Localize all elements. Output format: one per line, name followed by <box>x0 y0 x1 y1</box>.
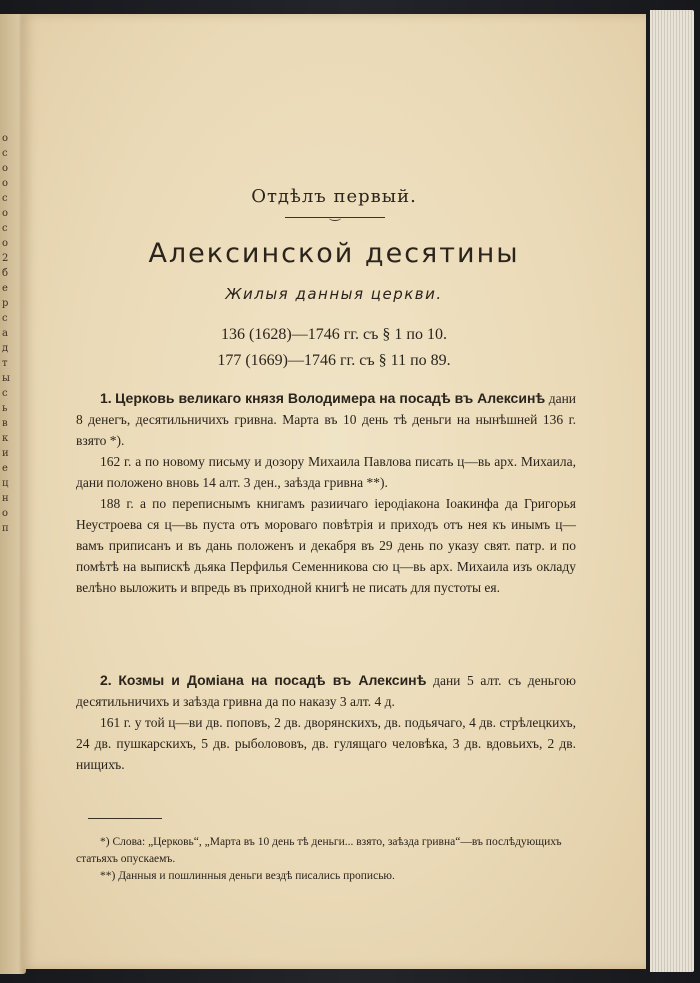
entry-paragraph: 188 г. а по переписнымъ книгамъ разиичаго іеродіакона Іоакинфа да Григорья Неустроева ся ц—вь пуста отъ мороваго повѣтрія и приходъ отъ нея къ инымъ ц—вамъ приписанъ и въ дань положенъ и декабря въ 29 день по указу свят. патр. и по помѣтѣ на выпискѣ дьяка Перфилья Семенникова сю ц—вь арх. Михаила изъ окладу велѣно выложить и впредь въ приходной книгѣ не писать для пустоты ея. <box>76 496 576 595</box>
entry-1 <box>76 388 576 598</box>
left-page-fragment: с <box>2 193 8 204</box>
left-page-fragment: о <box>2 508 9 519</box>
page-subtitle: Жилыя данныя церкви. <box>225 285 443 303</box>
entry-heading: Церковь великаго князя Володимера на посадѣ въ Алексинѣ <box>115 390 546 406</box>
left-page-fragment: 2 <box>2 253 9 264</box>
entry-paragraph <box>76 670 576 712</box>
left-page-fragment: т <box>2 358 8 369</box>
book-page <box>22 14 646 969</box>
left-page-fragment: о <box>2 238 9 249</box>
heading-ornament-rule <box>285 217 385 218</box>
left-page-fragment: е <box>2 283 8 294</box>
left-page-fragment: в <box>2 418 8 429</box>
left-page-fragment: о <box>2 178 9 189</box>
left-page-fragment: е <box>2 463 8 474</box>
left-page-fragment: ы <box>2 373 10 384</box>
left-page-fragment: р <box>2 298 9 309</box>
left-page-fragment: н <box>2 493 9 504</box>
left-page-fragment: с <box>2 148 8 159</box>
footnote-divider <box>88 818 162 819</box>
entry-heading: Козмы и Доміана на посадѣ въ Алексинѣ <box>118 672 427 688</box>
left-page-fragment: а <box>2 328 8 339</box>
footnote: **) Данныя и пошлинныя деньги вездѣ писались прописью. <box>100 870 395 882</box>
entry-paragraph: 161 г. у той ц—ви дв. поповъ, 2 дв. дворянскихъ, дв. подьячаго, 4 дв. стрѣлецкихъ, 24 дв. пушкарскихъ, 5 дв. рыболововъ, дв. гулящаго человѣка, 3 дв. вдовьихъ, 2 дв. нищихъ. <box>76 715 576 772</box>
left-page-fragment: б <box>2 268 9 279</box>
left-page-fragment: к <box>2 433 9 444</box>
entry-number: 2. <box>100 672 112 688</box>
date-range-line: 136 (1628)—1746 гг. съ § 1 по 10. <box>221 326 447 343</box>
page-title: Алексинской десятины <box>148 238 520 269</box>
left-page-fragment: с <box>2 223 8 234</box>
entry-text: дани 8 денегъ, десятильничихъ гривна. Марта въ 10 день тѣ деньги на нынѣшней 136 г. взято *). <box>76 391 577 448</box>
left-page-fragment: п <box>2 523 9 534</box>
left-page-fragment: ь <box>2 403 8 414</box>
left-page-fragment: с <box>2 388 8 399</box>
left-page-fragment: о <box>2 163 9 174</box>
left-page-fragment: с <box>2 313 8 324</box>
left-page-fragment: о <box>2 208 9 219</box>
footnote: *) Слова: „Церковь“, „Марта въ 10 день тѣ деньги... взято, заѣзда гривна“—въ послѣдующихъ статьяхъ опускаемъ. <box>76 836 562 865</box>
entry-number: 1. <box>100 390 112 406</box>
footnotes <box>76 834 576 885</box>
left-page-fragment: и <box>2 448 9 459</box>
page-stack-edge <box>650 10 694 972</box>
entry-paragraph: 162 г. а по новому письму и дозору Михаила Павлова писать ц—вь арх. Михаила, дани положено вновь 14 алт. 3 ден., заѣзда гривна **). <box>76 454 576 490</box>
entry-2 <box>76 670 576 775</box>
left-page-fragment: о <box>2 133 9 144</box>
date-range-line: 177 (1669)—1746 гг. съ § 11 по 89. <box>217 352 451 369</box>
left-page-fragment: д <box>2 343 9 354</box>
entry-text: дани 5 алт. съ деньгою десятильничихъ и заѣзда гривна да по наказу 3 алт. 4 д. <box>76 673 576 709</box>
section-heading: Отдѣлъ первый. <box>251 186 417 207</box>
entry-paragraph <box>76 388 576 451</box>
left-page-fragment: ц <box>2 478 9 489</box>
